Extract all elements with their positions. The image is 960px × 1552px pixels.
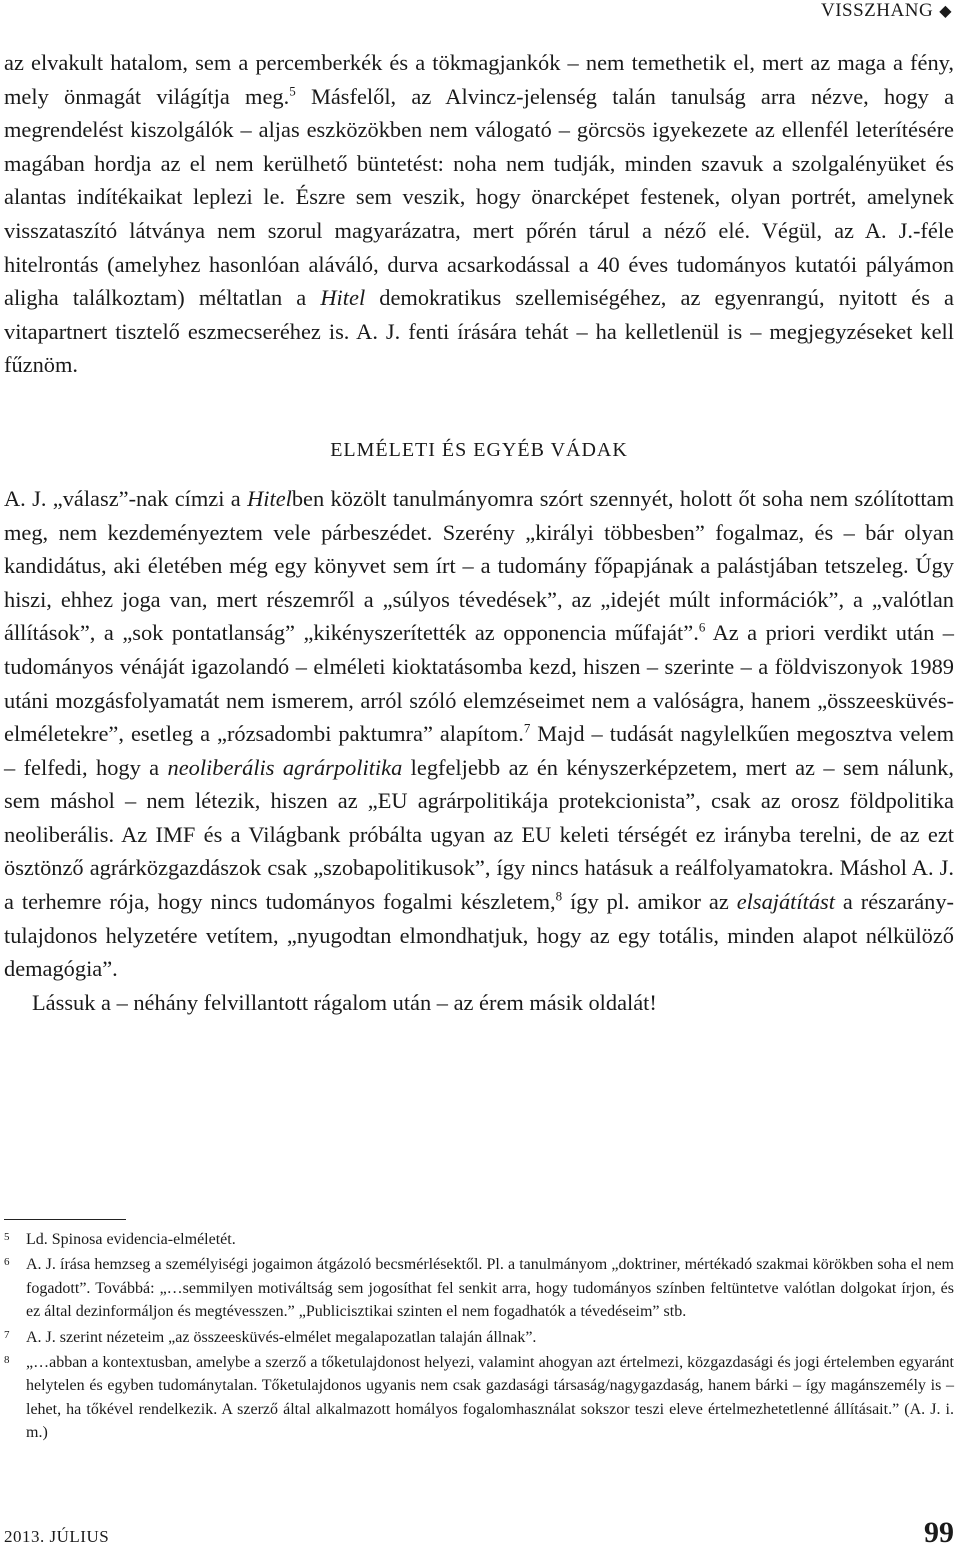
footnote-ref-6[interactable]: 6 — [698, 619, 706, 635]
text-run: demokratikus szellemiségéhez, az egyenrangú, nyitott és a vitapartnert tisztelő eszmecseréhez is. A. J. fenti írására tehát – ha kelletlenül is – megjegyzéseket kell fűznöm. — [4, 285, 954, 378]
footnote-text: A. J. szerint nézeteim „az összeesküvés-elmélet megalapozatlan talaján állnak”. — [26, 1328, 537, 1346]
footnote-text: Ld. Spinosa evidencia-elméletét. — [26, 1231, 236, 1248]
footnote-divider — [4, 1219, 126, 1220]
issue-date: 2013. JÚLIUS — [4, 1527, 110, 1546]
italic-term: elsajátítást — [736, 889, 835, 915]
text-run: a részarány-tulajdonos helyzetére vetítem, „nyugodtan elmondhatjuk, hogy az egy totális, minden alapot nélkülöző demagógia”. — [4, 889, 954, 982]
paragraph-3: Lássuk a – néhány felvillantott rágalom után – az érem másik oldalát! — [32, 989, 657, 1015]
footnotes — [4, 1228, 954, 1447]
footnote-5 — [4, 1228, 954, 1251]
diamond-icon: ◆ — [939, 3, 952, 20]
text-run: Az a priori verdikt után – tudományos vénáját igazolandó – elméleti kioktatásomba kezd, hiszen – szerinte – a földviszonyok 1989 utáni mozgásfolyamatát nem ismerem, arról szóló elemzéseimet nem a valóságra, hanem „összeesküvés-elméletekre”, esetleg a „rózsadombi paktumra” alapítom. — [4, 620, 954, 747]
footnote-text: A. J. írása hemzseg a személyiségi jogaimon átgázoló becsmérlésektől. Pl. a tanulmányom „doktriner, mértékadó szakmai körökben soha el nem fogadott”. Továbbá: „…semmilyen motiváltság sem jogosíthat fel senkit arra, hogy tudományos színben feltüntetve valótlan dolgokat írjon, és ez által dezinformáljon és megtévesszen.” „Publicisztikai szinten el nem fogadhatók a tévedéseim” stb. — [26, 1256, 954, 1321]
paragraph-2 — [4, 482, 954, 986]
running-header — [821, 0, 952, 22]
italic-journal-name: Hitel — [320, 285, 366, 311]
footnote-text: „…abban a kontextusban, amelybe a szerző a tőketulajdonost helyezi, valamint ahogyan azt értelmezi, közgazdasági és jogi értelemben egyaránt helytelen és egyben tudománytalan. Tőketulajdonos ugyanis nem csak gazdasági társaság/nagygazdaság, hanem bárki – így magánszemély is – lehet, ha tőkével rendelkezik. A szerző által alkalmazott homályos fogalomhasználat sokszor teszi eleve értelmezhetetlenné állításait.” (A. J. i. m.) — [26, 1354, 954, 1442]
footnote-6 — [4, 1253, 954, 1323]
text-run: ben közölt tanulmányomra szórt szennyét, holott őt soha nem szólítottam meg, nem kezdeményeztem vele párbeszédet. Szerény „királyi többesben” fogalmaz, és – bár olyan kandidátus, aki életében még egy könyvet sem írt – a tudomány főpapjának a palástjában tetszeleg. Úgy hiszi, ehhez joga van, mert részemről a „súlyos tévedések”, az „idejét múlt információk”, a „valótlan állítások”, a „sok pontatlanság” „kikényszerítették az opponencia műfaját”. — [4, 485, 954, 646]
footnote-ref-7[interactable]: 7 — [523, 720, 531, 736]
section-heading: ELMÉLETI ÉS EGYÉB VÁDAK — [330, 438, 628, 461]
text-run: A. J. „válasz”-nak címzi a — [4, 485, 248, 511]
footnote-number: 5 — [4, 1231, 10, 1243]
paragraph-1 — [4, 46, 954, 382]
footnote-number: 6 — [4, 1256, 10, 1269]
text-run: így pl. amikor az — [562, 889, 737, 915]
footnote-7 — [4, 1326, 954, 1349]
footnote-number: 7 — [4, 1328, 10, 1341]
footnote-8 — [4, 1351, 954, 1445]
text-run: Másfelől, az Alvincz-jelenség talán tanulság arra nézve, hogy a megrendelést kiszolgálók – aljas eszközökben nem válogató – görcsös igyekezete az ellenfél leterítésére magában hordja az el nem kerülhető büntetést: noha nem tudják, minden szavuk a szolgalényüket és alantas indítékaikat leplezi le. Észre sem veszik, hogy önarcképet festenek, olyan portrét, amelynek visszataszító látványa nem szorul magyarázatra, mert pőrén tárul a néző elé. Végül, az A. J.-féle hitelrontás (amelyhez hasonlóan aláváló, durva acsarkodással a 40 éves tudományos kutatói pályámon aligha találkoztam) méltatlan a — [4, 83, 955, 311]
text-run: legfeljebb az én kényszerképzetem, mert az – sem nálunk, sem máshol – nem létezik, hiszen az „EU agrárpolitikája protekcionista”, csak az orosz földpolitika neoliberális. Az IMF és a Világbank próbálta ugyan az EU keleti térségét ez irányba terelni, de az ezt ösztönző agrárközgazdászok csak „szobapolitikusok”, így nincs hatásuk a reálfolyamatokra. Máshol A. J. a terhemre rója, hogy nincs tudományos fogalmi készletem, — [4, 754, 954, 915]
journal-section-title: VISSZHANG — [821, 0, 934, 21]
text-run: az elvakult hatalom, sem a percemberkék és a tökmagjankók – nem temethetik el, mert az maga a fény, mely önmagát világítja meg. — [4, 50, 954, 109]
article-body — [4, 46, 954, 1019]
footnote-ref-5[interactable]: 5 — [289, 83, 296, 99]
footnote-number: 8 — [4, 1354, 10, 1367]
page-number: 99 — [924, 1516, 954, 1549]
footnote-ref-8[interactable]: 8 — [555, 888, 563, 904]
text-run: Majd – tudását nagylelkűen megosztva velem – felfedi, hogy a — [4, 721, 954, 780]
italic-term: neoliberális agrárpolitika — [167, 754, 403, 780]
italic-journal-name: Hitel — [247, 485, 292, 511]
